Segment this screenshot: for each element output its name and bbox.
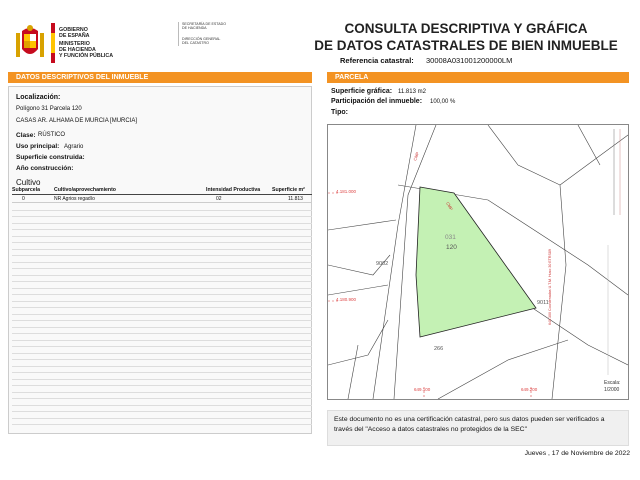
parcel-polygon (416, 187, 536, 337)
participacion-label: Participación del inmueble: (331, 98, 423, 105)
coat-of-arms-icon (12, 23, 48, 63)
cadastral-map (327, 124, 629, 400)
participacion-value: 100,00 % (430, 99, 456, 105)
title-line: DE DATOS CATASTRALES DE BIEN INMUEBLE (314, 38, 618, 53)
escala-value: 1/2000 (604, 387, 620, 393)
localizacion-line2: CASAS AR. ALHAMA DE MURCIA [MURCIA] (16, 118, 138, 124)
parcel-label-num: 120 (446, 244, 457, 251)
cultivo-table-header (12, 187, 312, 195)
ref-label: Referencia catastral: (340, 56, 414, 65)
coord-label: 649.100 (414, 387, 431, 392)
coord-label: 4.180.900 (336, 297, 357, 302)
superficie-construida-label: Superficie construida: (16, 154, 85, 161)
cell-intensidad: 02 (216, 196, 222, 202)
cell-cultivo: NR Agrios regadío (54, 196, 95, 202)
empty-table-row (12, 419, 312, 426)
referencia-catastral (340, 56, 630, 65)
uso-value: Agrario (64, 144, 84, 150)
header-cultivo: Cultivo/aprovechamiento (54, 187, 116, 193)
ref-value: 30008A031001200000LM (425, 56, 513, 65)
anio-construccion-label: Año construcción: (16, 165, 74, 172)
coord-label: 649.200 (521, 387, 538, 392)
parcela-bar: PARCELA (327, 72, 629, 83)
document-date: Jueves , 17 de Noviembre de 2022 (524, 450, 630, 457)
title-line: CONSULTA DESCRIPTIVA Y GRÁFICA (344, 21, 588, 36)
secretaria-line: DE HACIENDA (182, 26, 207, 31)
ministry-line: GOBIERNO (59, 27, 88, 33)
uso-label: Uso principal: (16, 143, 60, 150)
parcel-label-top: 031 (445, 234, 456, 241)
cultivo-title: Cultivo (16, 178, 41, 187)
disclaimer-line: Este documento no es una certificación catastral, pero sus datos pueden ser verificados a (334, 416, 605, 423)
ministry-line: DE HACIENDA (59, 47, 96, 53)
secretaria-line: DIRECCIÓN GENERAL (182, 36, 221, 41)
secretaria-line: DEL CATASTRO (182, 41, 209, 46)
disclaimer-box (327, 410, 629, 446)
map-drawing (328, 125, 628, 399)
escala-label: Escala: (604, 380, 621, 386)
header-superficie: Superficie m² (272, 187, 305, 193)
header-subparcela: Subparcela (12, 187, 40, 193)
secretaria-text (178, 22, 230, 46)
spain-flag-icon (51, 23, 55, 63)
secretaria-line: SECRETARÍA DE ESTADO (182, 22, 226, 26)
localizacion-label: Localización: (16, 94, 61, 101)
sup-grafica-label: Superficie gráfica: (331, 88, 393, 95)
datos-descriptivos-bar: DATOS DESCRIPTIVOS DEL INMUEBLE (8, 72, 312, 83)
disclaimer-line: través del "Acceso a datos catastrales no protegidos de la SEC" (334, 426, 527, 433)
clase-value: RÚSTICO (38, 132, 65, 138)
cell-superficie: 11.813 (288, 196, 303, 202)
header-intensidad: Intensidad Productiva (206, 187, 261, 193)
ministry-line: MINISTERIO (59, 41, 90, 47)
cell-subparcela: 0 (22, 196, 25, 202)
neighbor-label: 266 (434, 346, 444, 352)
ministry-text (59, 27, 113, 59)
document-title (300, 20, 632, 54)
table-row (12, 196, 312, 203)
neighbor-label: 9002 (376, 261, 389, 267)
ministry-line: DE ESPAÑA (59, 33, 90, 39)
utm-side-text: 640.300 Coordenadas U.T.M. Huso 30 ETRS89 (548, 249, 552, 325)
svg-text:CMP: CMP (412, 151, 420, 162)
clase-label: Clase: (16, 132, 36, 139)
sup-grafica-value: 11.813 m2 (398, 89, 426, 95)
localizacion-line1: Polígono 31 Parcela 120 (16, 106, 82, 112)
neighbor-label: 9011 (537, 300, 549, 306)
tipo-label: Tipo: (331, 109, 348, 116)
gobierno-logo (8, 20, 173, 66)
ministry-line: Y FUNCIÓN PÚBLICA (59, 53, 114, 59)
svg-text:CMP: CMP (445, 201, 454, 212)
coord-label: 4.181.000 (336, 189, 357, 194)
